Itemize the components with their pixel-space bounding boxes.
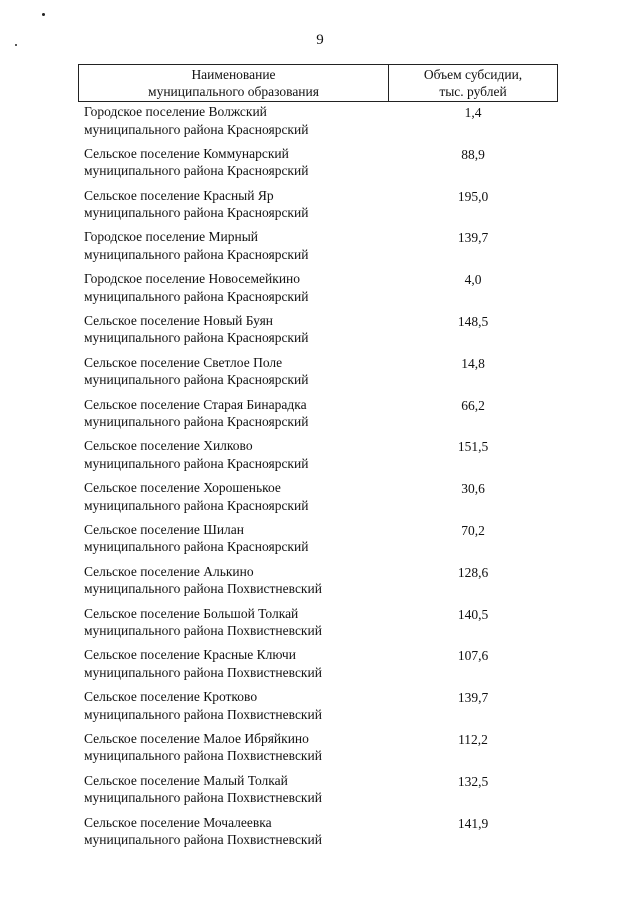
municipality-name-line2: муниципального района Красноярский	[84, 246, 309, 262]
municipality-name	[84, 103, 388, 145]
municipality-name	[84, 521, 388, 563]
table-row	[84, 646, 558, 688]
table-row	[84, 145, 558, 187]
municipality-name-line1: Городское поселение Новосемейкино	[84, 271, 301, 287]
municipality-name-line1: Сельское поселение Красный Яр	[84, 187, 274, 203]
table-header	[78, 64, 558, 102]
municipality-name-line1: Сельское поселение Алькино	[84, 563, 254, 579]
municipality-name-line1: Сельское поселение Новый Буян	[84, 312, 274, 328]
municipality-name	[84, 688, 388, 730]
municipality-name-line2: муниципального района Красноярский	[84, 455, 309, 471]
table-row	[84, 228, 558, 270]
municipality-name-line2: муниципального района Красноярский	[84, 163, 309, 179]
table-row	[84, 814, 558, 856]
header-amount-column	[389, 65, 557, 101]
municipality-name	[84, 814, 388, 856]
table-row	[84, 730, 558, 772]
subsidy-amount: 140,5	[457, 606, 489, 622]
municipality-name-line2: муниципального района Похвистневский	[84, 664, 322, 680]
header-name-line2: муниципального образования	[148, 84, 319, 99]
municipality-name	[84, 312, 388, 354]
header-name-column	[79, 65, 389, 101]
municipality-name-line1: Сельское поселение Большой Толкай	[84, 605, 299, 621]
municipality-name-line1: Сельское поселение Хилково	[84, 438, 253, 454]
municipality-name-line1: Сельское поселение Коммунарский	[84, 145, 289, 161]
header-name-line1: Наименование	[191, 67, 276, 82]
subsidy-amount: 88,9	[461, 146, 485, 162]
municipality-name-line2: муниципального района Красноярский	[84, 539, 309, 555]
municipality-name-line1: Городское поселение Волжский	[84, 104, 267, 119]
table-row	[84, 103, 558, 145]
municipality-name	[84, 396, 388, 438]
municipality-name-line1: Сельское поселение Малое Ибряйкино	[84, 730, 309, 746]
subsidy-amount: 112,2	[458, 731, 488, 747]
municipality-name	[84, 145, 388, 187]
subsidy-amount: 195,0	[457, 188, 489, 204]
page-number: 9	[316, 32, 324, 48]
subsidy-amount: 151,5	[457, 439, 489, 455]
municipality-name-line1: Сельское поселение Красные Ключи	[84, 647, 296, 663]
subsidy-amount: 141,9	[457, 815, 489, 831]
table-row	[84, 354, 558, 396]
table-row	[84, 563, 558, 605]
municipality-name-line2: муниципального района Красноярский	[84, 288, 309, 304]
table-row	[84, 437, 558, 479]
municipality-name	[84, 187, 388, 229]
subsidy-amount: 66,2	[461, 397, 485, 413]
municipality-name	[84, 563, 388, 605]
subsidy-amount: 132,5	[457, 773, 489, 789]
municipality-name-line1: Сельское поселение Кротково	[84, 689, 258, 705]
table-row	[84, 187, 558, 229]
municipality-name-line2: муниципального района Похвистневский	[84, 581, 322, 597]
municipality-name-line1: Сельское поселение Шилан	[84, 521, 245, 537]
subsidy-amount: 1,4	[464, 105, 482, 120]
municipality-name-line1: Сельское поселение Малый Толкай	[84, 772, 288, 788]
municipality-name-line1: Сельское поселение Мочалеевка	[84, 814, 272, 830]
municipality-name-line2: муниципального района Красноярский	[84, 372, 309, 388]
municipality-name	[84, 605, 388, 647]
subsidy-amount: 107,6	[457, 648, 489, 664]
municipality-name-line2: муниципального района Похвистневский	[84, 623, 322, 639]
municipality-name-line1: Городское поселение Мирный	[84, 229, 258, 245]
subsidy-amount: 4,0	[464, 272, 482, 288]
municipality-name-line2: муниципального района Похвистневский	[84, 790, 322, 806]
table-row	[84, 479, 558, 521]
municipality-name-line1: Сельское поселение Старая Бинарадка	[84, 396, 307, 412]
municipality-name-line2: муниципального района Похвистневский	[84, 706, 322, 722]
subsidy-amount: 139,7	[457, 690, 489, 706]
subsidy-amount: 30,6	[461, 481, 485, 497]
subsidy-amount: 139,7	[457, 230, 489, 246]
municipality-name	[84, 270, 388, 312]
municipality-name	[84, 646, 388, 688]
municipality-name	[84, 228, 388, 270]
municipality-name	[84, 479, 388, 521]
table-row	[84, 270, 558, 312]
table-row	[84, 312, 558, 354]
municipality-name	[84, 354, 388, 396]
header-amount-line2: тыс. рублей	[439, 84, 507, 99]
table-row	[84, 396, 558, 438]
municipality-name-line2: муниципального района Красноярский	[84, 205, 309, 221]
municipality-name-line2: муниципального района Похвистневский	[84, 748, 322, 764]
municipality-name	[84, 772, 388, 814]
municipality-name-line2: муниципального района Красноярский	[84, 414, 309, 430]
municipality-name-line1: Сельское поселение Светлое Поле	[84, 354, 283, 370]
scan-speck	[42, 13, 45, 16]
table-row	[84, 772, 558, 814]
table-body	[84, 103, 558, 855]
municipality-name	[84, 437, 388, 479]
municipality-name-line2: муниципального района Похвистневский	[84, 832, 322, 848]
subsidy-amount: 70,2	[461, 522, 485, 538]
municipality-name-line2: муниципального района Красноярский	[84, 121, 309, 137]
subsidy-amount: 14,8	[461, 355, 485, 371]
table-row	[84, 688, 558, 730]
municipality-name	[84, 730, 388, 772]
municipality-name-line2: муниципального района Красноярский	[84, 497, 309, 513]
table-row	[84, 605, 558, 647]
municipality-name-line1: Сельское поселение Хорошенькое	[84, 480, 281, 496]
subsidy-amount: 148,5	[457, 313, 489, 329]
subsidy-amount: 128,6	[457, 564, 489, 580]
table-row	[84, 521, 558, 563]
municipality-name-line2: муниципального района Красноярский	[84, 330, 309, 346]
header-amount-line1: Объем субсидии,	[423, 67, 523, 82]
